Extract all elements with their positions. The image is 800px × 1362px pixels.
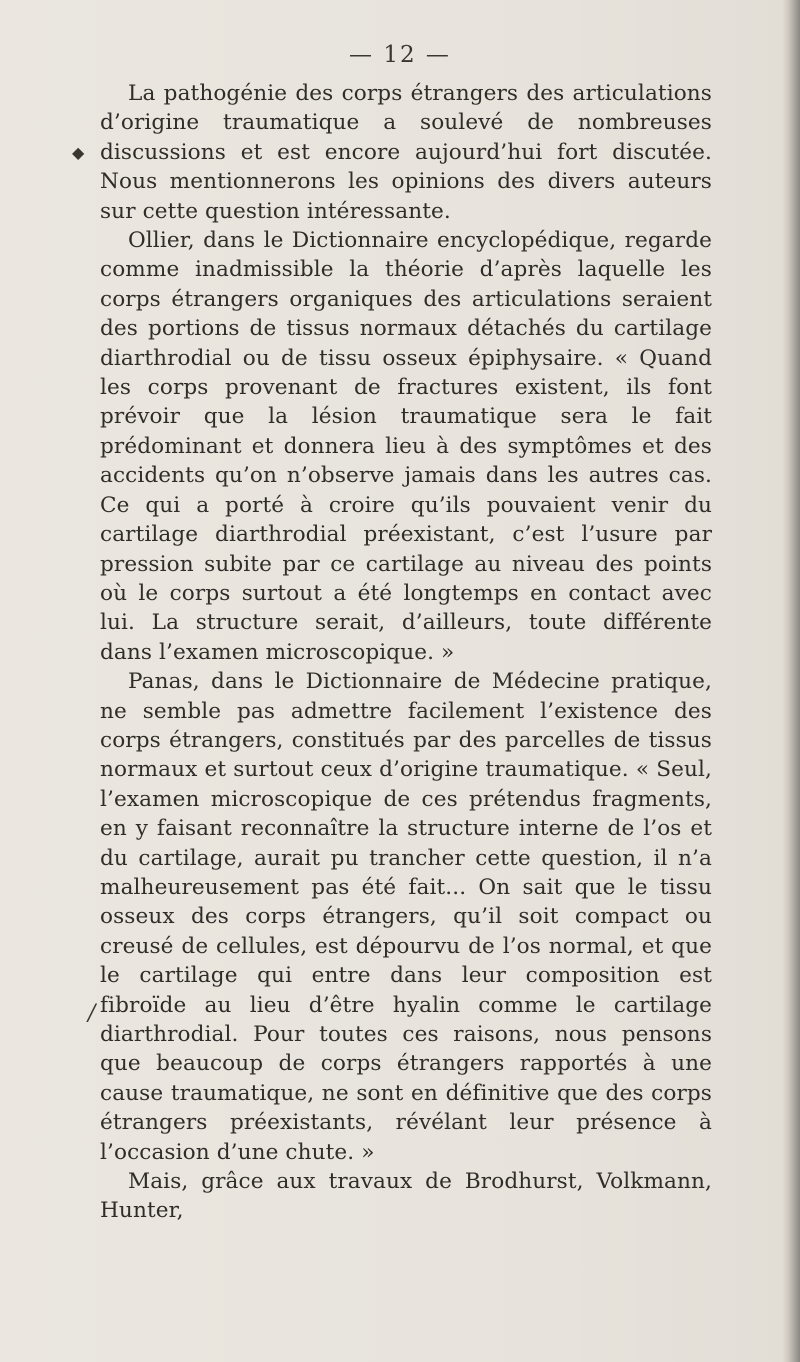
paragraph: Ollier, dans le Dictionnaire encyclopédique, regarde comme inadmissible la théorie d’après laquelle les corps étrangers organiques des articulations seraient des portions de tissus normaux détachés du cartilage diarthrodial ou de tissu osseux épiphysaire. « Quand les corps provenant de fractures existent, ils font prévoir que la lésion traumatique sera le fait prédominant et donnera lieu à des symptômes et des accidents qu’on n’observe jamais dans les autres cas. Ce qui a porté à croire qu’ils pouvaient venir du cartilage diarthrodial préexistant, c’est l’usure par pression subite par ce cartilage au niveau des points où le corps surtout a été longtemps en contact avec lui. La structure serait, d’ailleurs, toute différente dans l’examen microscopique. » [100,228,712,665]
page-number: — 12 — [349,42,451,68]
margin-slash-icon: / [88,1001,96,1026]
paragraph: Panas, dans le Dictionnaire de Médecine pratique, ne semble pas admettre facilement l’existence des corps étrangers, constitués par des parcelles de tissus normaux et surtout ceux d’origine traumatique. « Seul, l’examen microscopique de ces prétendus fragments, en y faisant reconnaître la structure interne de l’os et du cartilage, aurait pu trancher cette question, il n’a malheureusement pas été fait... On sait que le tissu osseux des corps étrangers, qu’il soit compact ou creusé de cellules, est dépourvu de l’os normal, et que le cartilage qui entre dans leur composition est fibroïde au lieu d’être hyalin comme le cartilage diarthrodial. Pour toutes ces raisons, nous pensons que beaucoup de corps étrangers rapportés à une cause traumatique, ne sont en définitive que des corps étrangers préexistants, révélant leur présence à l’occasion d’une chute. » [100,669,712,1165]
paragraph: La pathogénie des corps étrangers des articulations d’origine traumatique a soulevé de nombreuses discussions et est encore aujourd’hui fort discutée. Nous mentionnerons les opinions des divers auteurs sur cette question intéressante. [100,81,712,224]
margin-bullet-icon: ◆ [72,143,85,162]
paragraph: Mais, grâce aux travaux de Brodhurst, Volkmann, Hunter, [100,1169,712,1224]
body-text [100,79,712,1226]
page-edge-shadow [782,0,800,1362]
